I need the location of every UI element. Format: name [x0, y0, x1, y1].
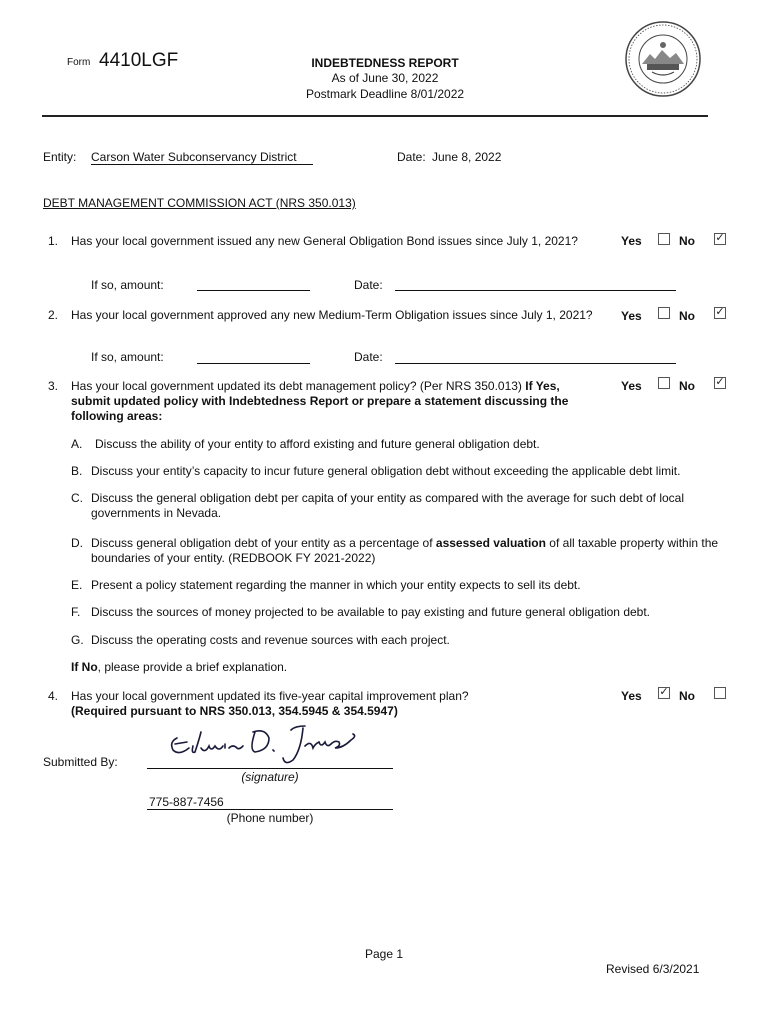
area-c-letter: C. [71, 491, 83, 505]
question-3-number: 3. [48, 379, 59, 393]
if-no-instruction [71, 660, 287, 674]
area-g-text: Discuss the operating costs and revenue sources with each project. [91, 633, 450, 647]
area-d-text-bold: assessed valuation [435, 536, 546, 550]
if-no-bold: If No [71, 660, 98, 674]
area-d-letter: D. [71, 536, 83, 550]
question-1-text: Has your local government issued any new General Obligation Bond issues since July 1, 2021? [71, 234, 578, 248]
phone-line[interactable] [147, 809, 393, 810]
question-1-yes-label: Yes [621, 234, 642, 248]
area-a-letter: A. [71, 437, 83, 451]
area-b-text: Discuss your entity’s capacity to incur future general obligation debt without exceeding the applicable debt limit. [91, 464, 681, 478]
question-4-yes-label: Yes [621, 689, 642, 703]
question-4-number: 4. [48, 689, 59, 703]
question-1-no-checkbox[interactable]: ✓ [715, 232, 725, 244]
question-2-date-field[interactable] [395, 363, 676, 364]
area-f-text: Discuss the sources of money projected to be available to pay existing and future general obligation debt. [91, 605, 651, 619]
question-1-number: 1. [48, 234, 59, 248]
question-2-text: Has your local government approved any new Medium-Term Obligation issues since July 1, 2021? [71, 308, 593, 322]
question-3-text-bold: If Yes, submit updated policy with Indebtedness Report or prepare a statement discussing the following areas: [71, 379, 569, 423]
question-3-no-checkbox[interactable]: ✓ [715, 376, 725, 388]
question-2-yes-label: Yes [621, 309, 642, 323]
question-3-yes-label: Yes [621, 379, 642, 393]
question-4-yes-checkbox[interactable]: ✓ [659, 686, 669, 698]
area-d-text-after: of all taxable property within the boundaries of your entity. (REDBOOK FY 2021-2022) [91, 536, 719, 565]
question-1-yes-checkbox[interactable] [658, 233, 670, 245]
postmark-deadline: Postmark Deadline 8/01/2022 [305, 87, 465, 101]
question-2-no-checkbox[interactable]: ✓ [715, 306, 725, 318]
signature-caption: (signature) [241, 770, 299, 784]
question-4-text-bold: (Required pursuant to NRS 350.013, 354.5945 & 354.5947) [71, 704, 398, 718]
question-4-text-plain: Has your local government updated its five-year capital improvement plan? [71, 689, 469, 703]
question-2-no-label: No [679, 309, 695, 323]
question-1-date-field[interactable] [395, 290, 676, 291]
page-number: Page 1 [365, 947, 404, 961]
area-g-letter: G. [71, 633, 84, 647]
question-1-amount-field[interactable] [197, 290, 310, 291]
question-1-amount-label: If so, amount: [91, 278, 164, 292]
area-d-text-before: Discuss general obligation debt of your entity as a percentage of [91, 536, 433, 550]
section-title: DEBT MANAGEMENT COMMISSION ACT (NRS 350.013) [43, 196, 356, 210]
submitted-by-label: Submitted By: [43, 755, 118, 769]
area-b-letter: B. [71, 464, 83, 478]
question-4-no-checkbox[interactable] [714, 687, 726, 699]
question-4-no-label: No [679, 689, 695, 703]
question-1-no-label: No [679, 234, 695, 248]
revised-date: Revised 6/3/2021 [606, 962, 700, 976]
question-4-text [71, 689, 591, 719]
question-3-text [71, 379, 591, 424]
as-of-date: As of June 30, 2022 [331, 71, 439, 85]
area-a-text: Discuss the ability of your entity to afford existing and future general obligation debt. [95, 437, 540, 451]
phone-caption: (Phone number) [226, 811, 314, 825]
area-e-letter: E. [71, 578, 83, 592]
question-2-amount-label: If so, amount: [91, 350, 164, 364]
question-2-number: 2. [48, 308, 59, 322]
signature-image [165, 720, 365, 768]
area-f-letter: F. [71, 605, 81, 619]
if-no-rest: , please provide a brief explanation. [97, 660, 288, 674]
nevada-state-seal-icon [624, 20, 702, 98]
header-rule [42, 115, 708, 117]
question-3-no-label: No [679, 379, 695, 393]
signature-line[interactable] [147, 768, 393, 769]
phone-value: 775-887-7456 [149, 795, 224, 809]
question-2-date-label: Date: [354, 350, 383, 364]
question-3-text-plain: Has your local government updated its debt management policy? (Per NRS 350.013) [71, 379, 522, 393]
report-title: INDEBTEDNESS REPORT [311, 56, 459, 70]
entity-date-label: Date: [397, 150, 426, 164]
entity-value: Carson Water Subconservancy District [91, 150, 313, 165]
entity-date-value: June 8, 2022 [432, 150, 502, 164]
question-2-amount-field[interactable] [197, 363, 310, 364]
question-1-date-label: Date: [354, 278, 383, 292]
question-2-yes-checkbox[interactable] [658, 307, 670, 319]
form-number: 4410LGF [99, 50, 179, 71]
question-3-yes-checkbox[interactable] [658, 377, 670, 389]
area-c-text: Discuss the general obligation debt per capita of your entity as compared with the average for such debt of local governments in Nevada. [91, 491, 685, 520]
area-d-text [91, 536, 736, 566]
form-label: Form [67, 57, 91, 68]
entity-label: Entity: [43, 150, 77, 164]
area-e-text: Present a policy statement regarding the manner in which your entity expects to sell its debt. [91, 578, 581, 592]
